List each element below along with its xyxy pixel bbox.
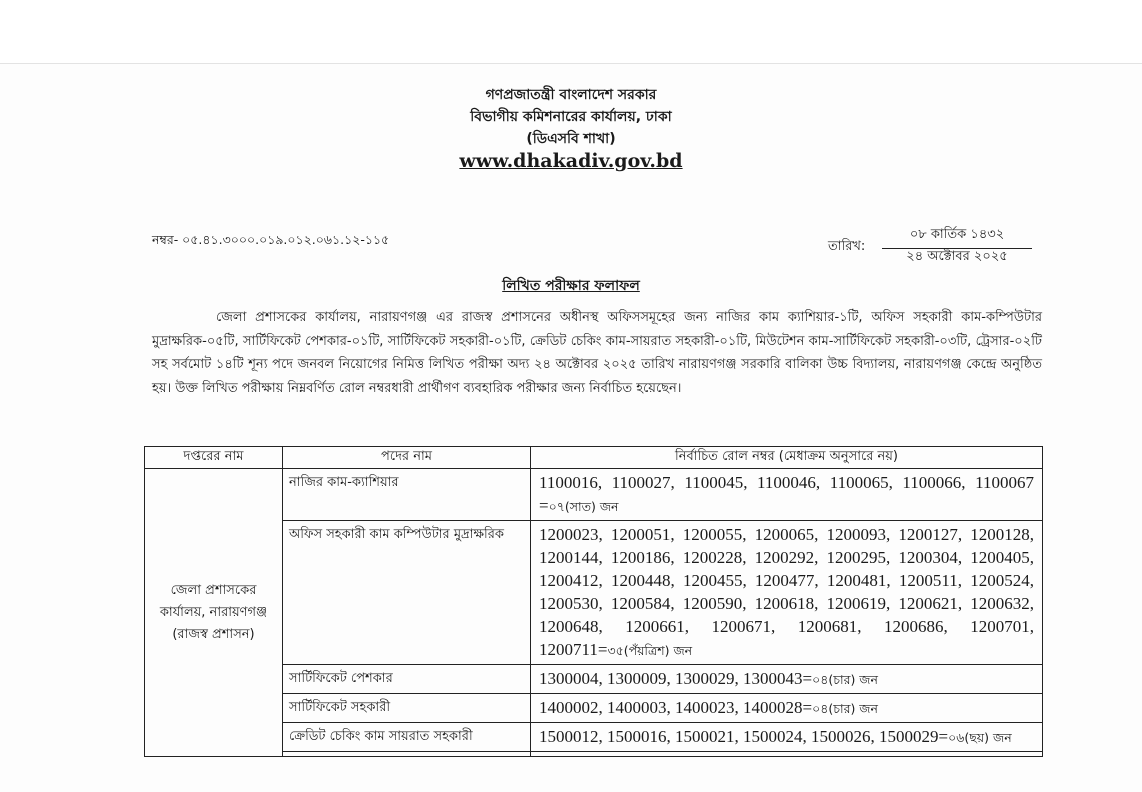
col-header-rolls: নির্বাচিত রোল নম্বর (মেধাক্রম অনুসারে নয়) [531, 447, 1043, 469]
office-name: বিভাগীয় কমিশনারের কার্যালয়, ঢাকা [470, 109, 672, 125]
table-header-row [145, 447, 1043, 469]
roll-numbers: 1100016, 1100027, 1100045, 1100046, 1100065, 1100066, 1100067 = [539, 473, 1034, 515]
branch-name: (ডিএসবি শাখা) [526, 131, 616, 147]
post-cell: নাজির কাম-ক্যাশিয়ার [283, 469, 531, 521]
col-header-office: দপ্তরের নাম [145, 447, 283, 469]
roll-count: ০৬(ছয়) জন [948, 730, 1012, 745]
memo-number: নম্বর- ০৫.৪১.৩০০০.০১৯.০১২.০৬১.১২-১১৫ [152, 232, 390, 247]
website-link[interactable]: www.dhakadiv.gov.bd [459, 150, 683, 172]
rolls-cell [531, 521, 1043, 665]
post-cell [283, 752, 531, 757]
post-cell: সার্টিফিকেট সহকারী [283, 694, 531, 723]
roll-count: ০৭(সাত) জন [548, 499, 619, 514]
roll-count: ০৪(চার) জন [812, 672, 878, 687]
date-english: ২৪ অক্টোবর ২০২৫ [906, 249, 1008, 264]
rolls-cell [531, 469, 1043, 521]
post-cell: অফিস সহকারী কাম কম্পিউটার মুদ্রাক্ষরিক [283, 521, 531, 665]
roll-count: ০৪(চার) জন [812, 701, 878, 716]
roll-numbers: 1400002, 1400003, 1400023, 1400028= [539, 698, 813, 717]
document-page [0, 64, 1142, 792]
roll-numbers: 1300004, 1300009, 1300029, 1300043= [539, 669, 813, 688]
document-title [0, 274, 1142, 298]
viewer-top-bar [0, 0, 1142, 64]
notice-paragraph: জেলা প্রশাসকের কার্যালয়, নারায়ণগঞ্জ এর রাজস্ব প্রশাসনের অধীনস্থ অফিসসমূহের জন্য নাজির কাম ক্যাশিয়ার-১টি, অফিস সহকারী কাম-কম্পিউটার মুদ্রাক্ষরিক-০৫টি, সার্টিফিকেট পেশকার-০১টি, সার্টিফিকেট সহকারী-০১টি, ক্রেডিট চেকিং কাম-সায়রাত সহকারী-০১টি, মিউটেশন কাম-সার্টিফিকেট সহকারী-০৩টি, ট্রেসার-০২টি সহ সর্বমোট ১৪টি শূন্য পদে জনবল নিয়োগের নিমিত্ত লিখিত পরীক্ষা অদ্য ২৪ অক্টোবর ২০২৫ তারিখ নারায়ণগঞ্জ সরকারি বালিকা উচ্চ বিদ্যালয়, নারায়ণগঞ্জ কেন্দ্রে অনুষ্ঠিত হয়। উক্ত লিখিত পরীক্ষায় নিম্নবর্ণিত রোল নম্বরধারী প্রার্থীগণ ব্যবহারিক পরীক্ষার জন্য নির্বাচিত হয়েছেন। [152, 310, 1042, 396]
table-row [145, 469, 1043, 521]
results-table [144, 446, 1043, 757]
post-cell: ক্রেডিট চেকিং কাম সায়রাত সহকারী [283, 723, 531, 752]
office-cell: জেলা প্রশাসকের কার্যালয়, নারায়ণগঞ্জ (রাজস্ব প্রশাসন) [145, 469, 283, 757]
roll-numbers: 1200023, 1200051, 1200055, 1200065, 1200093, 1200127, 1200128, 1200144, 1200186, 1200228, 1200292, 1200295, 1200304, 1200405, 1200412, 1200448, 1200455, 1200477, 1200481, 1200511, 1200524, 1200530, 1200584, 1200590, 1200618, 1200619, 1200621, 1200632, 1200648, 1200661, 1200671, 1200681, 1200686, 1200701, 1200711= [539, 525, 1034, 659]
post-cell: সার্টিফিকেট পেশকার [283, 665, 531, 694]
roll-numbers: 1500012, 1500016, 1500021, 1500024, 1500026, 1500029= [539, 727, 949, 746]
govt-name: গণপ্রজাতন্ত্রী বাংলাদেশ সরকার [485, 87, 657, 103]
col-header-post: পদের নাম [283, 447, 531, 469]
document-title-text: লিখিত পরীক্ষার ফলাফল [502, 278, 640, 294]
date-bangla: ০৮ কার্তিক ১৪৩২ [882, 225, 1032, 249]
rolls-cell [531, 723, 1043, 752]
date-label: তারিখ: [828, 239, 866, 254]
rolls-cell [531, 694, 1043, 723]
roll-count: ৩৫(পঁয়ত্রিশ) জন [607, 643, 693, 658]
rolls-cell [531, 665, 1043, 694]
rolls-cell [531, 752, 1043, 757]
